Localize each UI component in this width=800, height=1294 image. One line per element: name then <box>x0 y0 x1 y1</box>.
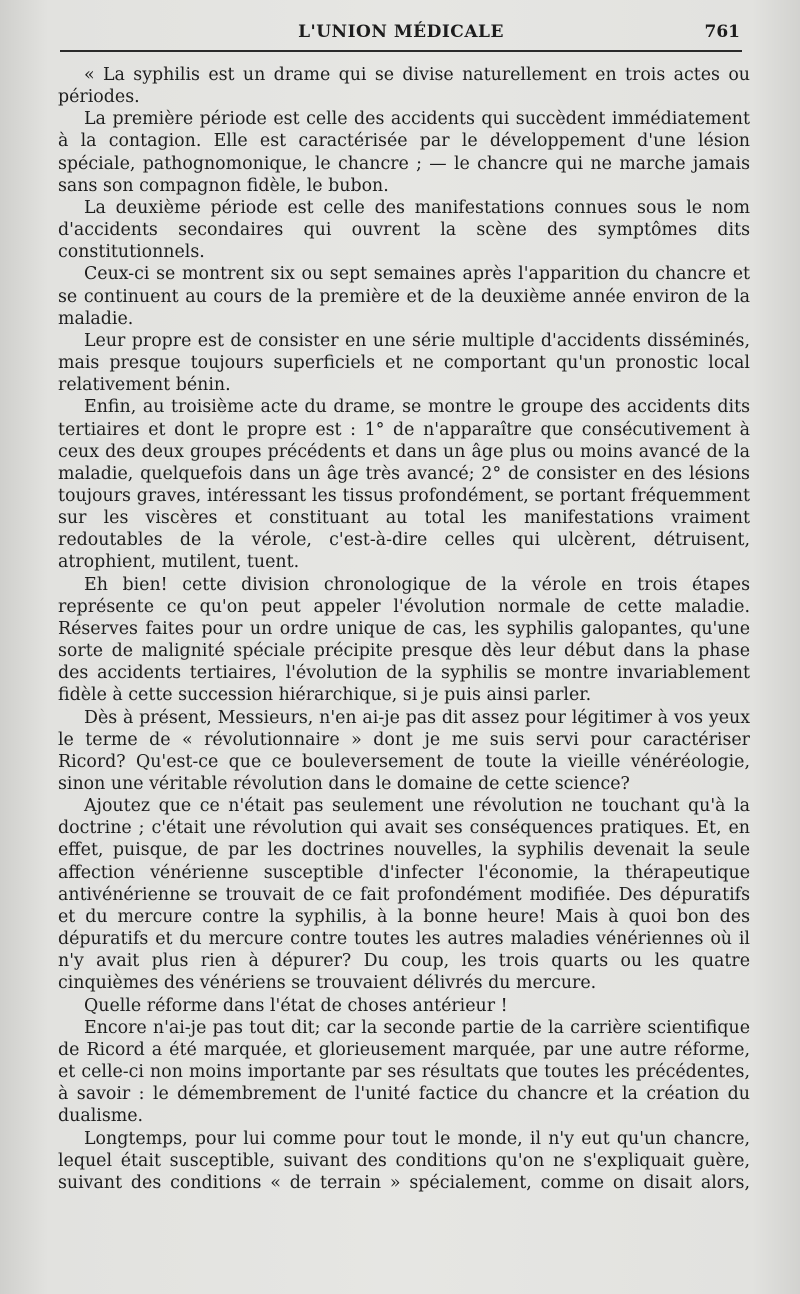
paragraph: Leur propre est de consister en une série multiple d'accidents disséminés, mais presque toujours superficiels et ne comportant qu'un pronostic local relativement bénin. <box>58 330 750 396</box>
header-rule <box>60 50 742 52</box>
paragraph: Quelle réforme dans l'état de choses antérieur ! <box>84 995 508 1016</box>
paragraph: La première période est celle des accidents qui succèdent immédiatement à la contagion. Elle est caractérisée par le développement d'une lésion spéciale, pathognomonique, le chancre ; — le chancre qui ne marche jamais sans son compagnon fidèle, le bubon. <box>58 109 750 196</box>
paragraph: Enfin, au troisième acte du drame, se montre le groupe des accidents dits tertiaires et dont le propre est : 1° de n'apparaître que consécutivement à ceux des deux groupes précédents et dans un âge plus ou moins avancé de la maladie, quelquefois dans un âge très avancé; 2° de consister en des lésions toujours graves, intéressant les tissus profondément, se portant fréquemment sur les viscères et constituant au total les manifestations vraiment redoutables de la vérole, c'est-à-dire celles qui ulcèrent, détruisent, atrophient, mutilent, tuent. <box>58 397 750 573</box>
paragraph: Eh bien! cette division chronologique de la vérole en trois étapes représente ce qu'on peut appeler l'évolution normale de cette maladie. Réserves faites pour un ordre unique de cas, les syphilis galopantes, qu'une sorte de malignité spéciale précipite presque dès leur début dans la phase des accidents tertiaires, l'évolution de la syphilis se montre invariablement fidèle à cette succession hiérarchique, si je puis ainsi parler. <box>58 574 750 706</box>
paragraph: Dès à présent, Messieurs, n'en ai-je pas dit assez pour légitimer à vos yeux le terme de « révolutionnaire » dont je me suis servi pour caractériser Ricord? Qu'est-ce que ce bouleversement de toute la vieille vénéréologie, sinon une véritable révolution dans le domaine de cette science? <box>58 707 750 794</box>
paragraph: Ajoutez que ce n'était pas seulement une révolution ne touchant qu'à la doctrine ; c'était une révolution qui avait ses conséquences pratiques. Et, en effet, puisque, de par les doctrines nouvelles, la syphilis devenait la seule affection vénérienne susceptible d'infecter l'économie, la thérapeutique antivénérienne se trouvait de ce fait profondément modifiée. Des dépuratifs et du mercure contre la syphilis, à la bonne heure! Mais à quoi bon des dépuratifs et du mercure contre toutes les autres maladies vénériennes où il n'y avait plus rien à dépurer? Du coup, les trois quarts ou les quatre cinquièmes des vénériens se trouvaient délivrés du mercure. <box>58 796 750 994</box>
running-title: L'UNION MÉDICALE <box>298 22 504 42</box>
page-header <box>60 18 742 48</box>
body-text <box>58 64 750 1194</box>
paragraph: Longtemps, pour lui comme pour tout le monde, il n'y eut qu'un chancre, lequel était susceptible, suivant des conditions qu'on ne s'expliquait guère, suivant des conditions « de terrain » spécialement, comme on disait alors, <box>58 1128 750 1193</box>
page-number: 761 <box>704 22 740 42</box>
paragraph: « La syphilis est un drame qui se divise naturellement en trois actes ou périodes. <box>58 65 750 108</box>
paragraph: Ceux-ci se montrent six ou sept semaines après l'apparition du chancre et se continuent au cours de la première et de la deuxième année environ de la maladie. <box>58 264 750 329</box>
paragraph: Encore n'ai-je pas tout dit; car la seconde partie de la carrière scientifique de Ricord a été marquée, et glorieusement marquée, par une autre réforme, et celle-ci non moins importante par ses résultats que toutes les précédentes, à savoir : le démembrement de l'unité factice du chancre et la création du dualisme. <box>58 1017 750 1127</box>
paragraph: La deuxième période est celle des manifestations connues sous le nom d'accidents secondaires qui ouvrent la scène des symptômes dits constitutionnels. <box>58 197 750 263</box>
